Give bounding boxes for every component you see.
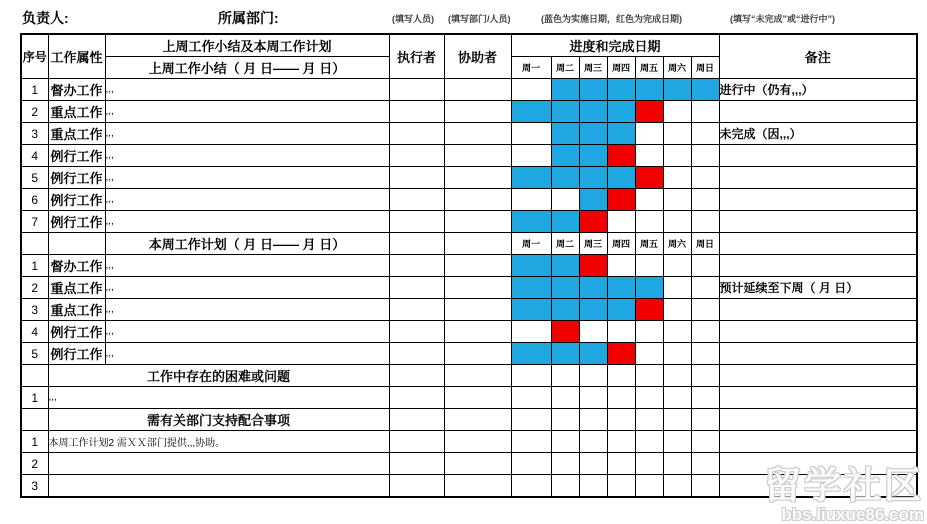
gantt-cell-day6 bbox=[663, 299, 691, 321]
gantt-cell-day3 bbox=[579, 365, 607, 387]
work-row bbox=[21, 167, 917, 189]
remark-cell bbox=[719, 189, 917, 211]
assistant-cell bbox=[444, 387, 511, 409]
row-number: 3 bbox=[21, 299, 48, 321]
assistant-cell bbox=[444, 277, 511, 299]
work-content: ,,, bbox=[105, 211, 389, 233]
gantt-cell-day3 bbox=[579, 277, 607, 299]
gantt-cell-day3 bbox=[579, 321, 607, 343]
gantt-cell-day5 bbox=[635, 211, 663, 233]
gantt-cell-day1 bbox=[511, 211, 551, 233]
gantt-cell-day6 bbox=[663, 189, 691, 211]
weekly-plan-table bbox=[20, 33, 918, 498]
note-fill-dept: (填写部门/人员) bbox=[448, 14, 511, 24]
gantt-cell-day7 bbox=[691, 101, 719, 123]
work-attribute: 督办工作 bbox=[48, 255, 105, 277]
gantt-cell-day2 bbox=[551, 145, 579, 167]
difficulties-header-row bbox=[21, 365, 917, 387]
remark-cell bbox=[719, 211, 917, 233]
work-row bbox=[21, 321, 917, 343]
work-row bbox=[21, 101, 917, 123]
gantt-cell-day6 bbox=[663, 321, 691, 343]
gantt-cell-day5 bbox=[635, 475, 663, 498]
executor-cell bbox=[389, 321, 444, 343]
gantt-cell-day3 bbox=[579, 299, 607, 321]
gantt-cell-day2 bbox=[551, 277, 579, 299]
gantt-cell-day7 bbox=[691, 321, 719, 343]
gantt-cell-day3 bbox=[579, 409, 607, 431]
col-header-progress: 进度和完成日期 bbox=[511, 34, 719, 57]
gantt-cell-day1 bbox=[511, 475, 551, 498]
gantt-cell-day2 bbox=[551, 409, 579, 431]
executor-cell bbox=[389, 255, 444, 277]
support-row bbox=[21, 453, 917, 475]
gantt-cell-day4 bbox=[607, 167, 635, 189]
assistant-cell bbox=[444, 299, 511, 321]
gantt-cell-day1 bbox=[511, 145, 551, 167]
gantt-cell-day3 bbox=[579, 387, 607, 409]
work-content: ,,, bbox=[105, 277, 389, 299]
row-number: 2 bbox=[21, 101, 48, 123]
gantt-cell-day6 bbox=[663, 343, 691, 365]
executor-cell bbox=[389, 167, 444, 189]
work-content: ,,, bbox=[105, 255, 389, 277]
gantt-cell-day5 bbox=[635, 453, 663, 475]
executor-cell bbox=[389, 79, 444, 101]
gantt-cell-day7 bbox=[691, 277, 719, 299]
day-header-2: 周二 bbox=[551, 233, 579, 255]
support-header-row bbox=[21, 409, 917, 431]
gantt-cell-day4 bbox=[607, 277, 635, 299]
gantt-cell-day7 bbox=[691, 167, 719, 189]
work-attribute: 重点工作 bbox=[48, 299, 105, 321]
col-header-executor: 执行者 bbox=[389, 34, 444, 79]
gantt-cell-day1 bbox=[511, 299, 551, 321]
note-status-hint: (填写“未完成”或“进行中”) bbox=[730, 14, 835, 24]
gantt-cell-day1 bbox=[511, 79, 551, 101]
empty-seq-cell bbox=[21, 233, 48, 255]
work-content: ,,, bbox=[105, 343, 389, 365]
gantt-cell-day6 bbox=[663, 167, 691, 189]
work-attribute: 重点工作 bbox=[48, 277, 105, 299]
gantt-cell-day7 bbox=[691, 365, 719, 387]
gantt-cell-day5 bbox=[635, 387, 663, 409]
assistant-cell bbox=[444, 189, 511, 211]
note-fill-person: (填写人员) bbox=[392, 14, 434, 24]
work-row bbox=[21, 343, 917, 365]
work-content: ,,, bbox=[105, 79, 389, 101]
gantt-cell-day2 bbox=[551, 189, 579, 211]
gantt-cell-day1 bbox=[511, 365, 551, 387]
gantt-cell-day4 bbox=[607, 211, 635, 233]
gantt-cell-day3 bbox=[579, 343, 607, 365]
executor-cell bbox=[389, 453, 444, 475]
gantt-cell-day7 bbox=[691, 123, 719, 145]
gantt-cell-day6 bbox=[663, 431, 691, 453]
row-content: 本周工作计划2 需ＸＸ部门提供,,,协助。 bbox=[48, 431, 389, 453]
remark-cell bbox=[719, 101, 917, 123]
gantt-cell-day6 bbox=[663, 101, 691, 123]
gantt-cell-day1 bbox=[511, 321, 551, 343]
gantt-cell-day6 bbox=[663, 211, 691, 233]
assistant-cell bbox=[444, 365, 511, 387]
gantt-cell-day4 bbox=[607, 255, 635, 277]
work-content: ,,, bbox=[105, 299, 389, 321]
day-header-sun: 周日 bbox=[691, 57, 719, 79]
gantt-cell-day2 bbox=[551, 431, 579, 453]
remark-cell bbox=[719, 431, 917, 453]
gantt-cell-day4 bbox=[607, 387, 635, 409]
remark-cell bbox=[719, 343, 917, 365]
executor-cell bbox=[389, 387, 444, 409]
row-number: 1 bbox=[21, 387, 48, 409]
gantt-cell-day3 bbox=[579, 189, 607, 211]
gantt-cell-day4 bbox=[607, 453, 635, 475]
assistant-cell bbox=[444, 255, 511, 277]
day-header-4: 周四 bbox=[607, 233, 635, 255]
work-attribute: 例行工作 bbox=[48, 321, 105, 343]
work-content: ,,, bbox=[105, 167, 389, 189]
work-attribute: 重点工作 bbox=[48, 123, 105, 145]
gantt-cell-day7 bbox=[691, 299, 719, 321]
gantt-cell-day6 bbox=[663, 387, 691, 409]
assistant-cell bbox=[444, 145, 511, 167]
gantt-cell-day5 bbox=[635, 365, 663, 387]
gantt-cell-day1 bbox=[511, 453, 551, 475]
gantt-cell-day4 bbox=[607, 123, 635, 145]
work-content: ,,, bbox=[105, 101, 389, 123]
remark-cell bbox=[719, 387, 917, 409]
gantt-cell-day3 bbox=[579, 211, 607, 233]
owner-label: 负责人: bbox=[22, 10, 69, 26]
work-attribute: 例行工作 bbox=[48, 167, 105, 189]
row-number: 1 bbox=[21, 431, 48, 453]
gantt-cell-day1 bbox=[511, 431, 551, 453]
gantt-cell-day1 bbox=[511, 255, 551, 277]
gantt-cell-day4 bbox=[607, 321, 635, 343]
gantt-cell-day4 bbox=[607, 189, 635, 211]
gantt-cell-day2 bbox=[551, 123, 579, 145]
work-content: ,,, bbox=[105, 123, 389, 145]
gantt-cell-day3 bbox=[579, 167, 607, 189]
gantt-cell-day5 bbox=[635, 409, 663, 431]
remark-cell: 预计延续至下周（ 月 日） bbox=[719, 277, 917, 299]
assistant-cell bbox=[444, 409, 511, 431]
gantt-cell-day2 bbox=[551, 101, 579, 123]
work-content: ,,, bbox=[105, 145, 389, 167]
gantt-cell-day5 bbox=[635, 167, 663, 189]
executor-cell bbox=[389, 343, 444, 365]
row-number: 4 bbox=[21, 321, 48, 343]
support-row bbox=[21, 431, 917, 453]
row-content bbox=[48, 453, 389, 475]
gantt-cell-day6 bbox=[663, 79, 691, 101]
day-header-tue: 周二 bbox=[551, 57, 579, 79]
row-number: 3 bbox=[21, 123, 48, 145]
gantt-cell-day7 bbox=[691, 211, 719, 233]
row-number: 1 bbox=[21, 255, 48, 277]
day-header-thu: 周四 bbox=[607, 57, 635, 79]
row-number: 7 bbox=[21, 211, 48, 233]
gantt-cell-day4 bbox=[607, 101, 635, 123]
table-header-row-1 bbox=[21, 34, 917, 57]
gantt-cell-day1 bbox=[511, 123, 551, 145]
work-attribute: 例行工作 bbox=[48, 343, 105, 365]
gantt-cell-day4 bbox=[607, 299, 635, 321]
work-row bbox=[21, 299, 917, 321]
empty-attr-cell bbox=[48, 233, 105, 255]
remark-cell bbox=[719, 299, 917, 321]
plan-section-header-row bbox=[21, 233, 917, 255]
col-header-seq: 序号 bbox=[21, 34, 48, 79]
gantt-cell-day1 bbox=[511, 387, 551, 409]
remark-cell bbox=[719, 409, 917, 431]
gantt-cell-day3 bbox=[579, 79, 607, 101]
gantt-cell-day1 bbox=[511, 277, 551, 299]
gantt-cell-day7 bbox=[691, 255, 719, 277]
work-row bbox=[21, 79, 917, 101]
gantt-cell-day6 bbox=[663, 365, 691, 387]
assistant-cell bbox=[444, 321, 511, 343]
gantt-cell-day5 bbox=[635, 123, 663, 145]
gantt-cell-day3 bbox=[579, 101, 607, 123]
gantt-cell-day5 bbox=[635, 277, 663, 299]
remark-cell bbox=[719, 167, 917, 189]
gantt-cell-day7 bbox=[691, 453, 719, 475]
work-row bbox=[21, 123, 917, 145]
gantt-cell-day6 bbox=[663, 277, 691, 299]
assistant-cell bbox=[444, 123, 511, 145]
col-header-lastweek: 上周工作小结（ 月 日—— 月 日） bbox=[105, 57, 389, 79]
row-number: 1 bbox=[21, 79, 48, 101]
gantt-cell-day6 bbox=[663, 145, 691, 167]
work-row bbox=[21, 211, 917, 233]
row-number: 4 bbox=[21, 145, 48, 167]
work-attribute: 例行工作 bbox=[48, 211, 105, 233]
gantt-cell-day2 bbox=[551, 167, 579, 189]
remark-cell bbox=[719, 145, 917, 167]
row-number: 2 bbox=[21, 453, 48, 475]
day-header-1: 周一 bbox=[511, 233, 551, 255]
gantt-cell-day2 bbox=[551, 475, 579, 498]
col-header-summary-plan: 上周工作小结及本周工作计划 bbox=[105, 34, 389, 57]
executor-cell bbox=[389, 101, 444, 123]
col-header-remark: 备注 bbox=[719, 34, 917, 79]
gantt-cell-day2 bbox=[551, 365, 579, 387]
gantt-cell-day7 bbox=[691, 189, 719, 211]
row-content bbox=[48, 475, 389, 498]
work-row bbox=[21, 277, 917, 299]
gantt-cell-day3 bbox=[579, 431, 607, 453]
work-attribute: 重点工作 bbox=[48, 101, 105, 123]
assistant-cell bbox=[444, 233, 511, 255]
gantt-cell-day4 bbox=[607, 145, 635, 167]
remark-cell bbox=[719, 255, 917, 277]
row-number: 5 bbox=[21, 343, 48, 365]
row-content: ,,, bbox=[48, 387, 389, 409]
remark-cell bbox=[719, 453, 917, 475]
assistant-cell bbox=[444, 167, 511, 189]
executor-cell bbox=[389, 277, 444, 299]
assistant-cell bbox=[444, 343, 511, 365]
gantt-cell-day7 bbox=[691, 409, 719, 431]
gantt-cell-day5 bbox=[635, 431, 663, 453]
executor-cell bbox=[389, 409, 444, 431]
gantt-cell-day2 bbox=[551, 321, 579, 343]
assistant-cell bbox=[444, 431, 511, 453]
gantt-cell-day3 bbox=[579, 145, 607, 167]
gantt-cell-day7 bbox=[691, 343, 719, 365]
remark-cell: 未完成（因,,,） bbox=[719, 123, 917, 145]
remark-cell bbox=[719, 365, 917, 387]
day-header-3: 周三 bbox=[579, 233, 607, 255]
assistant-cell bbox=[444, 79, 511, 101]
gantt-cell-day5 bbox=[635, 321, 663, 343]
gantt-cell-day6 bbox=[663, 409, 691, 431]
remark-cell bbox=[719, 475, 917, 498]
gantt-cell-day6 bbox=[663, 123, 691, 145]
executor-cell bbox=[389, 431, 444, 453]
day-header-mon: 周一 bbox=[511, 57, 551, 79]
gantt-cell-day3 bbox=[579, 475, 607, 498]
gantt-cell-day5 bbox=[635, 145, 663, 167]
day-header-sat: 周六 bbox=[663, 57, 691, 79]
support-row bbox=[21, 475, 917, 498]
gantt-cell-day2 bbox=[551, 453, 579, 475]
assistant-cell bbox=[444, 475, 511, 498]
watermark-title: 留学社区 bbox=[764, 465, 924, 507]
day-header-7: 周日 bbox=[691, 233, 719, 255]
difficulty-row bbox=[21, 387, 917, 409]
gantt-cell-day7 bbox=[691, 475, 719, 498]
work-content: ,,, bbox=[105, 321, 389, 343]
executor-cell bbox=[389, 123, 444, 145]
gantt-cell-day2 bbox=[551, 255, 579, 277]
gantt-cell-day5 bbox=[635, 299, 663, 321]
work-attribute: 督办工作 bbox=[48, 79, 105, 101]
gantt-cell-day7 bbox=[691, 145, 719, 167]
gantt-cell-day7 bbox=[691, 79, 719, 101]
gantt-cell-day4 bbox=[607, 431, 635, 453]
support-title: 需有关部门支持配合事项 bbox=[48, 409, 389, 431]
row-number: 3 bbox=[21, 475, 48, 498]
gantt-cell-day2 bbox=[551, 343, 579, 365]
day-header-5: 周五 bbox=[635, 233, 663, 255]
work-attribute: 例行工作 bbox=[48, 189, 105, 211]
gantt-cell-day7 bbox=[691, 387, 719, 409]
gantt-cell-day3 bbox=[579, 255, 607, 277]
assistant-cell bbox=[444, 101, 511, 123]
executor-cell bbox=[389, 299, 444, 321]
executor-cell bbox=[389, 475, 444, 498]
gantt-cell-day3 bbox=[579, 123, 607, 145]
gantt-cell-day2 bbox=[551, 211, 579, 233]
work-attribute: 例行工作 bbox=[48, 145, 105, 167]
executor-cell bbox=[389, 233, 444, 255]
assistant-cell bbox=[444, 211, 511, 233]
gantt-cell-day2 bbox=[551, 79, 579, 101]
row-number: 6 bbox=[21, 189, 48, 211]
gantt-cell-day7 bbox=[691, 431, 719, 453]
gantt-cell-day1 bbox=[511, 409, 551, 431]
gantt-cell-day2 bbox=[551, 387, 579, 409]
gantt-cell-day3 bbox=[579, 453, 607, 475]
row-number: 2 bbox=[21, 277, 48, 299]
gantt-cell-day2 bbox=[551, 299, 579, 321]
day-header-6: 周六 bbox=[663, 233, 691, 255]
gantt-cell-day1 bbox=[511, 343, 551, 365]
day-header-wed: 周三 bbox=[579, 57, 607, 79]
gantt-cell-day5 bbox=[635, 79, 663, 101]
row-number: 5 bbox=[21, 167, 48, 189]
gantt-cell-day1 bbox=[511, 101, 551, 123]
remark-cell: 进行中（仍有,,,） bbox=[719, 79, 917, 101]
remark-cell bbox=[719, 233, 917, 255]
gantt-cell-day6 bbox=[663, 475, 691, 498]
executor-cell bbox=[389, 211, 444, 233]
executor-cell bbox=[389, 145, 444, 167]
gantt-cell-day5 bbox=[635, 343, 663, 365]
assistant-cell bbox=[444, 453, 511, 475]
difficulties-title: 工作中存在的困难或问题 bbox=[48, 365, 389, 387]
note-color-legend: (蓝色为实施日期，红色为完成日期) bbox=[541, 14, 682, 24]
gantt-cell-day6 bbox=[663, 453, 691, 475]
empty-seq-cell bbox=[21, 365, 48, 387]
work-row bbox=[21, 255, 917, 277]
gantt-cell-day4 bbox=[607, 409, 635, 431]
gantt-cell-day4 bbox=[607, 365, 635, 387]
watermark-url: bbs.liuxue86.com bbox=[781, 505, 924, 524]
gantt-cell-day1 bbox=[511, 189, 551, 211]
day-header-fri: 周五 bbox=[635, 57, 663, 79]
empty-seq-cell bbox=[21, 409, 48, 431]
gantt-cell-day5 bbox=[635, 255, 663, 277]
remark-cell bbox=[719, 321, 917, 343]
gantt-cell-day6 bbox=[663, 255, 691, 277]
dept-label: 所属部门: bbox=[218, 10, 279, 26]
work-row bbox=[21, 145, 917, 167]
work-content: ,,, bbox=[105, 189, 389, 211]
col-header-attr: 工作属性 bbox=[48, 34, 105, 79]
gantt-cell-day4 bbox=[607, 79, 635, 101]
executor-cell bbox=[389, 365, 444, 387]
work-row bbox=[21, 189, 917, 211]
plan-section-title: 本周工作计划（ 月 日—— 月 日） bbox=[105, 233, 389, 255]
col-header-assistant: 协助者 bbox=[444, 34, 511, 79]
executor-cell bbox=[389, 189, 444, 211]
gantt-cell-day4 bbox=[607, 343, 635, 365]
gantt-cell-day5 bbox=[635, 189, 663, 211]
gantt-cell-day5 bbox=[635, 101, 663, 123]
gantt-cell-day1 bbox=[511, 167, 551, 189]
gantt-cell-day4 bbox=[607, 475, 635, 498]
